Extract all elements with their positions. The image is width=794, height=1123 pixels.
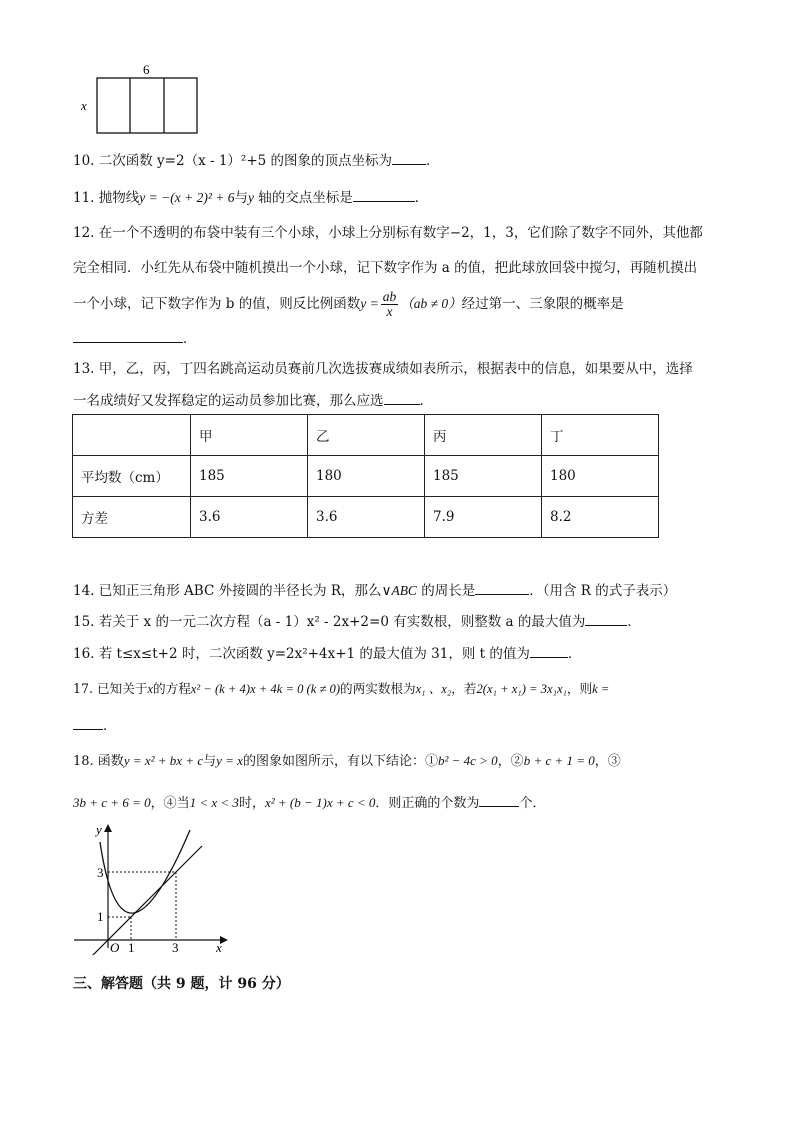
question-13-line-1: 13. 甲，乙，丙，丁四名跳高运动员赛前几次选拔赛成绩如表所示，根据表中的信息，如果要从中，选择 bbox=[73, 361, 693, 377]
x-axis-label: x bbox=[216, 940, 222, 955]
table-cell: 乙 bbox=[308, 415, 425, 456]
answer-blank bbox=[392, 150, 426, 165]
answer-blank bbox=[353, 187, 415, 202]
question-15: 15. 若关于 x 的一元二次方程（a - 1）x² - 2x+2=0 有实数根，则整数 a 的最大值为 ． bbox=[73, 611, 641, 632]
question-16: 16. 若 t≤x≤t+2 时，二次函数 y=2x²+4x+1 的最大值为 31，则 t 的值为 ． bbox=[73, 643, 581, 664]
table-cell: 180 bbox=[542, 456, 659, 497]
question-11: 11. 抛物线y = −(x + 2)² + 6与y 轴的交点坐标是 ． bbox=[73, 187, 428, 208]
question-18-line-2: 3b + c + 6 = 0，④当1 < x < 3时，x² + (b − 1)x + c < 0．则正确的个数为 个． bbox=[73, 792, 545, 814]
score-table bbox=[72, 414, 659, 538]
question-17-line-2: ． bbox=[73, 715, 117, 736]
answer-blank bbox=[530, 643, 568, 658]
question-12-line-2: 完全相同．小红先从布袋中随机摸出一个小球，记下数字作为 a 的值，把此球放回袋中搅匀，再随机摸出 bbox=[73, 260, 698, 276]
answer-blank bbox=[479, 792, 519, 807]
table-cell: 180 bbox=[308, 456, 425, 497]
question-10: 10. 二次函数 y=2（x - 1）²+5 的图象的顶点坐标为 ． bbox=[73, 150, 440, 171]
y-axis-label: y bbox=[96, 822, 102, 837]
question-12-line-3: 一个小球，记下数字作为 b 的值，则反比例函数y = $\frac{ab}{x}$ （ab ≠ 0）经过第一、三象限的概率是 bbox=[73, 289, 624, 319]
answer-blank bbox=[384, 390, 420, 405]
tick-label-y1: 1 bbox=[97, 909, 104, 924]
table-cell: 丙 bbox=[425, 415, 542, 456]
fraction-ab-over-x: $\frac{ab}{x}$ bbox=[382, 289, 397, 319]
answer-blank bbox=[73, 328, 183, 343]
section-3-title: 三、解答题（共 9 题，计 96 分） bbox=[73, 976, 290, 992]
question-12-line-4: ． bbox=[73, 328, 197, 349]
table-cell: 平均数（cm） bbox=[73, 456, 191, 497]
y-axis-arrow bbox=[104, 824, 112, 832]
table-cell bbox=[73, 415, 191, 456]
origin-label: O bbox=[110, 940, 120, 955]
answer-blank bbox=[475, 580, 529, 595]
answer-blank bbox=[73, 715, 103, 730]
table-row bbox=[73, 497, 659, 538]
question-18-line-1: 18. 函数y = x² + bx + c与y = x的图象如图所示，有以下结论：①b² − 4c > 0，②b + c + 1 = 0，③ bbox=[73, 753, 621, 769]
rectangle-figure bbox=[75, 60, 205, 140]
parabola-expression: y = −(x + 2)² + 6 bbox=[139, 190, 235, 205]
table-cell: 3.6 bbox=[191, 497, 308, 538]
question-13-line-2: 一名成绩好又发挥稳定的运动员参加比赛，那么应选 ． bbox=[73, 390, 433, 411]
table-cell: 8.2 bbox=[542, 497, 659, 538]
table-row bbox=[73, 456, 659, 497]
question-14: 14. 已知正三角形 ABC 外接圆的半径长为 R，那么∨ABC 的周长是 ．（用含 R 的式子表示） bbox=[73, 580, 676, 601]
table-cell: 甲 bbox=[191, 415, 308, 456]
tick-label-x3: 3 bbox=[172, 940, 179, 955]
question-17: 17. 已知关于x的方程x² − (k + 4)x + 4k = 0 (k ≠ 0)的两实数根为x₁ 、x₂，若2(x₁ + x₁) = 3x₁x₁，则k = bbox=[73, 681, 610, 696]
table-cell: 185 bbox=[191, 456, 308, 497]
function-graph bbox=[70, 820, 230, 955]
rect-top-label: 6 bbox=[143, 62, 150, 77]
table-cell: 3.6 bbox=[308, 497, 425, 538]
answer-blank bbox=[585, 611, 627, 626]
question-12-line-1: 12. 在一个不透明的布袋中装有三个小球，小球上分别标有数字−2，1，3，它们除了数字不同外，其他都 bbox=[73, 225, 703, 241]
tick-label-y3: 3 bbox=[97, 865, 104, 880]
table-cell: 方差 bbox=[73, 497, 191, 538]
table-cell: 185 bbox=[425, 456, 542, 497]
table-cell: 丁 bbox=[542, 415, 659, 456]
rect-side-label: x bbox=[81, 98, 87, 113]
tick-label-x1: 1 bbox=[128, 940, 135, 955]
table-header-row bbox=[73, 415, 659, 456]
table-cell: 7.9 bbox=[425, 497, 542, 538]
